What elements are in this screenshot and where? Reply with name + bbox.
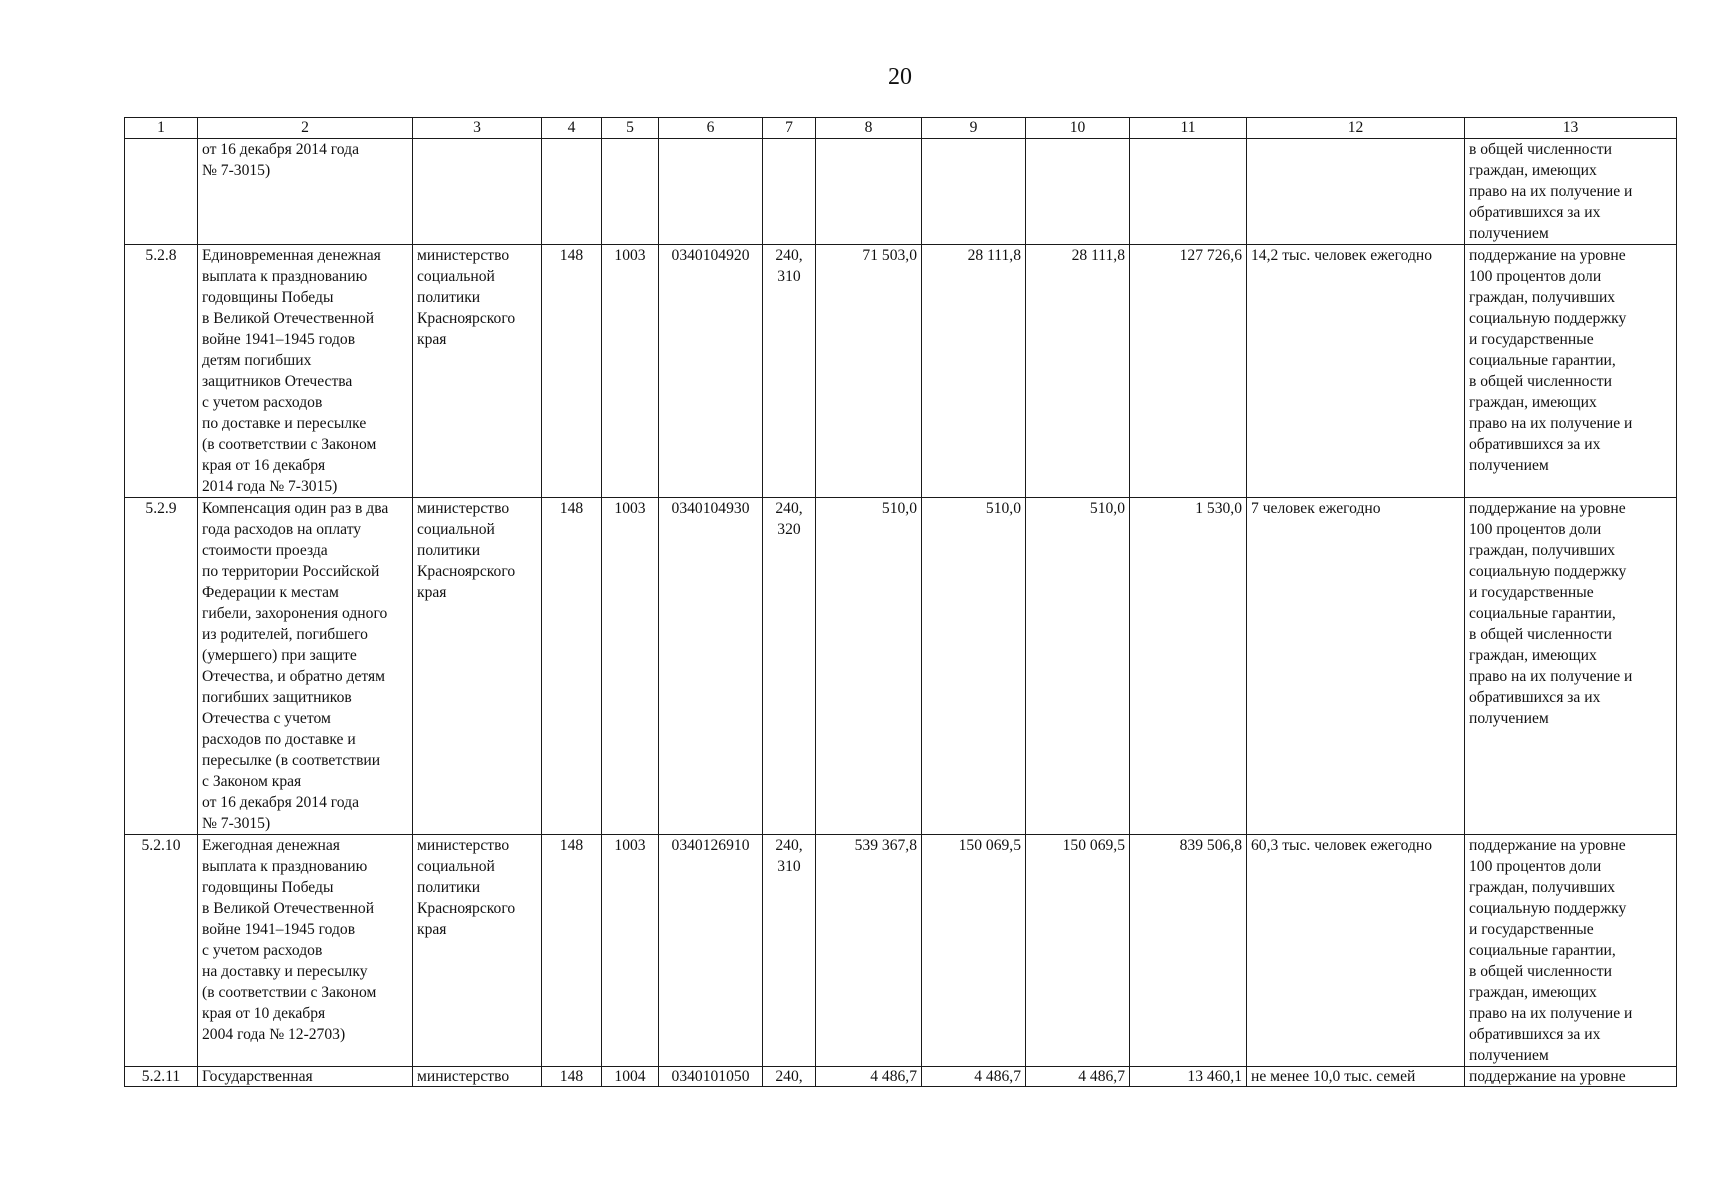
vr-code (763, 139, 816, 245)
text-line: 240, (775, 247, 803, 264)
responsible-agency (413, 1067, 542, 1087)
text-line: 240, (775, 1068, 803, 1085)
text-line: Единовременная денежная (202, 247, 381, 264)
table-row (125, 498, 1677, 835)
row-id: 5.2.10 (125, 835, 198, 1067)
total-amount: 839 506,8 (1130, 835, 1247, 1067)
text-line: граждан, имеющих (1469, 984, 1597, 1001)
text-line: граждан, получивших (1469, 289, 1616, 306)
year3-amount (1026, 139, 1130, 245)
text-line: 100 процентов доли (1469, 268, 1602, 285)
row-id: 5.2.9 (125, 498, 198, 835)
text-line: социальные гарантии, (1469, 605, 1616, 622)
year2-amount: 150 069,5 (922, 835, 1026, 1067)
text-line: граждан, получивших (1469, 879, 1616, 896)
grbs-code: 148 (542, 498, 602, 835)
text-line: получением (1469, 457, 1549, 474)
expected-result: 14,2 тыс. человек ежегодно (1247, 245, 1465, 498)
text-line: от 16 декабря 2014 года (202, 794, 360, 811)
text-line: право на их получение и (1469, 415, 1633, 432)
text-line: социальной (417, 521, 495, 538)
text-line: граждан, имеющих (1469, 394, 1597, 411)
text-line: в общей численности (1469, 626, 1612, 643)
text-line: поддержание на уровне (1469, 1068, 1626, 1085)
year1-amount: 4 486,7 (816, 1067, 922, 1087)
text-line: 310 (777, 858, 801, 875)
text-line: в Великой Отечественной (202, 310, 375, 327)
grbs-code: 148 (542, 1067, 602, 1087)
text-line: министерство (417, 837, 510, 854)
column-number: 13 (1465, 118, 1677, 139)
text-line: из родителей, погибшего (202, 626, 368, 643)
text-line: Ежегодная денежная (202, 837, 340, 854)
vr-code (763, 835, 816, 1067)
target-indicator (1465, 498, 1677, 835)
text-line: (в соответствии с Законом (202, 984, 377, 1001)
text-line: политики (417, 542, 481, 559)
text-line: министерство (417, 247, 510, 264)
row-id: 5.2.11 (125, 1067, 198, 1087)
target-indicator (1465, 1067, 1677, 1087)
text-line: поддержание на уровне (1469, 500, 1626, 517)
activity-name (198, 1067, 413, 1087)
text-line: граждан, имеющих (1469, 647, 1597, 664)
column-number: 10 (1026, 118, 1130, 139)
csr-code: 0340104930 (659, 498, 763, 835)
rzpr-code: 1003 (602, 245, 659, 498)
column-number: 2 (198, 118, 413, 139)
text-line: с Законом края (202, 773, 302, 790)
text-line: социальную поддержку (1469, 900, 1627, 917)
column-number: 1 (125, 118, 198, 139)
column-number: 4 (542, 118, 602, 139)
activity-name (198, 139, 413, 245)
text-line: в общей численности (1469, 141, 1612, 158)
total-amount: 1 530,0 (1130, 498, 1247, 835)
activity-name (198, 498, 413, 835)
text-line: войне 1941–1945 годов (202, 331, 356, 348)
text-line: социальные гарантии, (1469, 352, 1616, 369)
text-line: годовщины Победы (202, 879, 334, 896)
text-line: социальную поддержку (1469, 563, 1627, 580)
responsible-agency (413, 498, 542, 835)
text-line: граждан, получивших (1469, 542, 1616, 559)
expected-result (1247, 139, 1465, 245)
total-amount: 13 460,1 (1130, 1067, 1247, 1087)
csr-code: 0340126910 (659, 835, 763, 1067)
text-line: года расходов на оплату (202, 521, 362, 538)
responsible-agency (413, 245, 542, 498)
column-number: 9 (922, 118, 1026, 139)
target-indicator (1465, 245, 1677, 498)
text-line: 240, (775, 837, 803, 854)
year1-amount: 510,0 (816, 498, 922, 835)
year3-amount: 150 069,5 (1026, 835, 1130, 1067)
grbs-code: 148 (542, 835, 602, 1067)
text-line: получением (1469, 1047, 1549, 1064)
text-line: Отечества, и обратно детям (202, 668, 386, 685)
year2-amount (922, 139, 1026, 245)
text-line: войне 1941–1945 годов (202, 921, 356, 938)
text-line: (умершего) при защите (202, 647, 357, 664)
text-line: право на их получение и (1469, 1005, 1633, 1022)
text-line: с учетом расходов (202, 394, 323, 411)
text-line: поддержание на уровне (1469, 837, 1626, 854)
text-line: 2014 года № 7-3015) (202, 478, 338, 495)
text-line: обратившихся за их (1469, 436, 1601, 453)
total-amount (1130, 139, 1247, 245)
rzpr-code (602, 139, 659, 245)
target-indicator (1465, 835, 1677, 1067)
year3-amount: 28 111,8 (1026, 245, 1130, 498)
text-line: Красноярского (417, 900, 516, 917)
expected-result: не менее 10,0 тыс. семей (1247, 1067, 1465, 1087)
expected-result: 60,3 тыс. человек ежегодно (1247, 835, 1465, 1067)
text-line: расходов по доставке и (202, 731, 356, 748)
text-line: поддержание на уровне (1469, 247, 1626, 264)
column-number: 7 (763, 118, 816, 139)
text-line: обратившихся за их (1469, 689, 1601, 706)
text-line: на доставку и пересылку (202, 963, 368, 980)
column-number: 6 (659, 118, 763, 139)
text-line: гибели, захоронения одного (202, 605, 388, 622)
text-line: по доставке и пересылке (202, 415, 367, 432)
grbs-code: 148 (542, 245, 602, 498)
csr-code: 0340101050 (659, 1067, 763, 1087)
vr-code (763, 498, 816, 835)
total-amount: 127 726,6 (1130, 245, 1247, 498)
year1-amount (816, 139, 922, 245)
text-line: 100 процентов доли (1469, 858, 1602, 875)
year2-amount: 510,0 (922, 498, 1026, 835)
text-line: 320 (777, 521, 801, 538)
text-line: края (417, 921, 447, 938)
text-line: министерство (417, 1068, 510, 1085)
text-line: получением (1469, 225, 1549, 242)
text-line: края (417, 584, 447, 601)
table-row (125, 835, 1677, 1067)
text-line: края (417, 331, 447, 348)
text-line: и государственные (1469, 331, 1594, 348)
text-line: 310 (777, 268, 801, 285)
csr-code: 0340104920 (659, 245, 763, 498)
column-number: 11 (1130, 118, 1247, 139)
text-line: право на их получение и (1469, 668, 1633, 685)
csr-code (659, 139, 763, 245)
text-line: граждан, имеющих (1469, 162, 1597, 179)
text-line: (в соответствии с Законом (202, 436, 377, 453)
target-indicator (1465, 139, 1677, 245)
text-line: от 16 декабря 2014 года (202, 141, 360, 158)
rzpr-code: 1004 (602, 1067, 659, 1087)
text-line: политики (417, 289, 481, 306)
text-line: Федерации к местам (202, 584, 339, 601)
table-row (125, 245, 1677, 498)
year1-amount: 71 503,0 (816, 245, 922, 498)
text-line: выплата к празднованию (202, 268, 368, 285)
text-line: пересылке (в соответствии (202, 752, 381, 769)
text-line: обратившихся за их (1469, 204, 1601, 221)
text-line: по территории Российской (202, 563, 380, 580)
program-activities-table (124, 117, 1677, 1087)
text-line: края от 10 декабря (202, 1005, 326, 1022)
text-line: в Великой Отечественной (202, 900, 375, 917)
text-line: Компенсация один раз в два (202, 500, 389, 517)
text-line: в общей численности (1469, 963, 1612, 980)
text-line: края от 16 декабря (202, 457, 326, 474)
text-line: социальной (417, 268, 495, 285)
text-line: 100 процентов доли (1469, 521, 1602, 538)
text-line: выплата к празднованию (202, 858, 368, 875)
year2-amount: 4 486,7 (922, 1067, 1026, 1087)
text-line: годовщины Победы (202, 289, 334, 306)
text-line: Красноярского (417, 563, 516, 580)
activity-name (198, 835, 413, 1067)
text-line: получением (1469, 710, 1549, 727)
text-line: стоимости проезда (202, 542, 328, 559)
text-line: министерство (417, 500, 510, 517)
text-line: № 7-3015) (202, 162, 271, 179)
text-line: социальной (417, 858, 495, 875)
text-line: политики (417, 879, 481, 896)
year1-amount: 539 367,8 (816, 835, 922, 1067)
table-row (125, 139, 1677, 245)
column-number: 12 (1247, 118, 1465, 139)
expected-result: 7 человек ежегодно (1247, 498, 1465, 835)
text-line: право на их получение и (1469, 183, 1633, 200)
text-line: обратившихся за их (1469, 1026, 1601, 1043)
responsible-agency (413, 835, 542, 1067)
text-line: детям погибших (202, 352, 312, 369)
grbs-code (542, 139, 602, 245)
text-line: с учетом расходов (202, 942, 323, 959)
text-line: № 7-3015) (202, 815, 271, 832)
text-line: 2004 года № 12-2703) (202, 1026, 346, 1043)
row-id: 5.2.8 (125, 245, 198, 498)
page-number: 20 (888, 64, 912, 90)
text-line: и государственные (1469, 584, 1594, 601)
activity-name (198, 245, 413, 498)
table-row (125, 1067, 1677, 1087)
text-line: 240, (775, 500, 803, 517)
year2-amount: 28 111,8 (922, 245, 1026, 498)
rzpr-code: 1003 (602, 835, 659, 1067)
column-number: 3 (413, 118, 542, 139)
vr-code (763, 1067, 816, 1087)
year3-amount: 510,0 (1026, 498, 1130, 835)
rzpr-code: 1003 (602, 498, 659, 835)
text-line: и государственные (1469, 921, 1594, 938)
text-line: социальную поддержку (1469, 310, 1627, 327)
column-number: 5 (602, 118, 659, 139)
text-line: Отечества с учетом (202, 710, 331, 727)
text-line: погибших защитников (202, 689, 352, 706)
column-number-row (125, 118, 1677, 139)
text-line: социальные гарантии, (1469, 942, 1616, 959)
text-line: в общей численности (1469, 373, 1612, 390)
vr-code (763, 245, 816, 498)
text-line: Красноярского (417, 310, 516, 327)
year3-amount: 4 486,7 (1026, 1067, 1130, 1087)
column-number: 8 (816, 118, 922, 139)
responsible-agency (413, 139, 542, 245)
text-line: защитников Отечества (202, 373, 353, 390)
row-id (125, 139, 198, 245)
text-line: Государственная (202, 1068, 313, 1085)
